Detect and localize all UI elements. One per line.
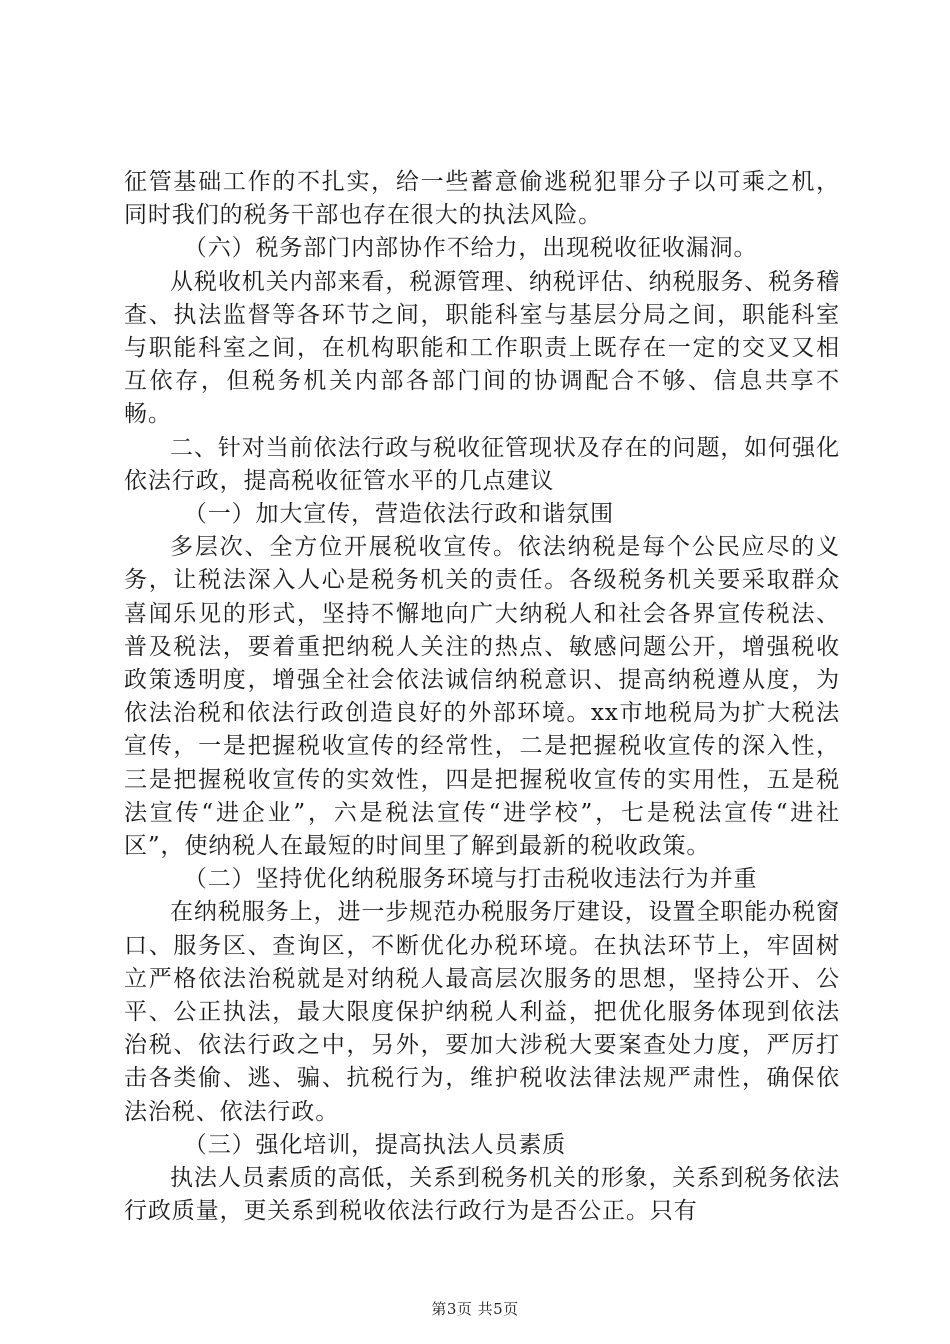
paragraph: 执法人员素质的高低，关系到税务机关的形象，关系到税务依法行政质量，更关系到税收依法行政行为是否公正。只有 [124,1165,840,1225]
page-footer: 第3页 共5页 [431,1300,519,1318]
chapter-heading: 二、针对当前依法行政与税收征管现状及存在的问题，如何强化依法行政，提高税收征管水平的几点建议 [124,434,840,494]
paragraph: 从税收机关内部来看，税源管理、纳税评估、纳税服务、税务稽查、执法监督等各环节之间，职能科室与基层分局之间，职能科室与职能科室之间，在机构职能和工作职责上既存在一定的交叉又相互依存，但税务机关内部各部门间的协调配合不够、信息共享不畅。 [124,268,840,428]
section-heading: （一）加大宣传，营造依法行政和谐氛围 [183,501,614,528]
section-heading: （六）税务部门内部协作不给力，出现税收征收漏洞。 [183,235,758,262]
paragraph: 征管基础工作的不扎实，给一些蓄意偷逃税犯罪分子以可乘之机，同时我们的税务干部也存在很大的执法风险。 [124,169,840,229]
section-heading: （二）坚持优化纳税服务环境与打击税收违法行为并重 [183,866,758,893]
document-body [124,166,840,1229]
section-heading: （三）强化培训，提高执法人员素质 [183,1131,567,1158]
paragraph: 在纳税服务上，进一步规范办税服务厅建设，设置全职能办税窗口、服务区、查询区，不断优化办税环境。在执法环节上，牢固树立严格依法治税就是对纳税人最高层次服务的思想，坚持公开、公平、公正执法，最大限度保护纳税人利益，把优化服务体现到依法治税、依法行政之中，另外，要加大涉税大要案查处力度，严厉打击各类偷、逃、骗、抗税行为，维护税收法律法规严肃性，确保依法治税、依法行政。 [124,899,840,1125]
paragraph: 多层次、全方位开展税收宣传。依法纳税是每个公民应尽的义务，让税法深入人心是税务机关的责任。各级税务机关要采取群众喜闻乐见的形式，坚持不懈地向广大纳税人和社会各界宣传税法、普及税法，要着重把纳税人关注的热点、敏感问题公开，增强税收政策透明度，增强全社会依法诚信纳税意识、提高纳税遵从度，为依法治税和依法行政创造良好的外部环境。xx市地税局为扩大税法宣传，一是把握税收宣传的经常性，二是把握税收宣传的深入性，三是把握税收宣传的实效性，四是把握税收宣传的实用性，五是税法宣传“进企业”，六是税法宣传“进学校”，七是税法宣传“进社区”，使纳税人在最短的时间里了解到最新的税收政策。 [124,534,840,860]
